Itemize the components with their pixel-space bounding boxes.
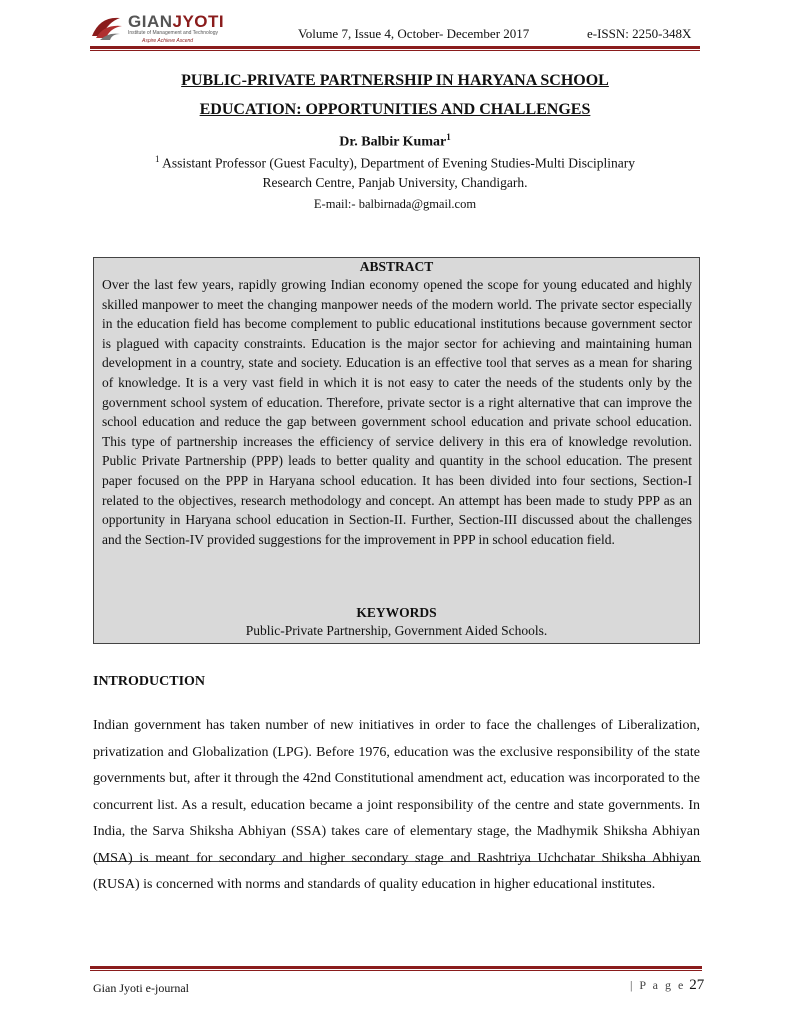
affiliation-superscript: 1 [155, 154, 160, 164]
header-rule-thin [90, 50, 700, 51]
introduction-heading: INTRODUCTION [93, 674, 206, 689]
page-header [90, 10, 700, 44]
keywords-heading: KEYWORDS [356, 605, 437, 620]
journal-logo [90, 10, 250, 44]
issn-number: e-ISSN: 2250-348X [587, 26, 692, 41]
paper-title-line-1: PUBLIC-PRIVATE PARTNERSHIP IN HARYANA SCHOOL [181, 72, 609, 89]
page-number: 27 [689, 977, 705, 993]
footer-journal-name: Gian Jyoti e-journal [93, 981, 189, 995]
header-rule [90, 46, 700, 49]
abstract-box [93, 257, 700, 644]
footer-rule [90, 966, 702, 969]
footer-page [630, 977, 704, 994]
author-email: E-mail:- balbirnada@gmail.com [313, 197, 477, 211]
logo-name-right: JYOTI [172, 12, 225, 31]
logo-emblem-icon [90, 12, 124, 42]
author-name [90, 132, 700, 151]
logo-tagline: Aspire Achieve Ascend [142, 38, 194, 44]
logo-name-left: GIAN [128, 12, 173, 31]
logo-subtitle: Institute of Management and Technology [128, 30, 218, 36]
introduction-text: Indian government has taken number of new initiatives in order to face the challenges of Liberalization, privatization and Globalization (LPG). Before 1976, education was the exclusive responsibility of the state governments but, after it through the 42nd Constitutional amendment act, education was incorporated to the concurrent list. As a result, education became a joint responsibility of the centre and state governments. In India, the Sarva Shiksha Abhiyan (SSA) takes care of elementary stage, the Madhymik Shiksha Abhiyan (MSA) is meant for secondary and higher secondary stage and Rashtriya Uchchatar Shiksha Abhiyan (RUSA) is concerned with norms and standards of quality education in higher educational institutes. [93, 718, 700, 892]
volume-issue: Volume 7, Issue 4, October- December 2017 [298, 26, 530, 41]
abstract-heading: ABSTRACT [359, 259, 434, 274]
affiliation-line-2: Research Centre, Panjab University, Chandigarh. [262, 175, 528, 190]
affiliation-text-1: Assistant Professor (Guest Faculty), Department of Evening Studies-Multi Disciplinary [159, 155, 635, 171]
abstract-text: Over the last few years, rapidly growing Indian economy opened the scope for young educated and highly skilled manpower to meet the changing manpower needs of the modern world. The private sector especially in the education field has become complement to public educational institutions because government sector is plagued with capacity constraints. Education is the major sector for achieving and maintaining human development in a country, state and society. Education is an effective tool that serves as a mean for sharing of knowledge. It is a very vast field in which it is not easy to cater the needs of the students only by the government school system of education. Therefore, private sector is a right alternative that can improve the school education and reduce the gap between government school education and private school education. This type of partnership increases the efficiency of service delivery in this era of knowledge revolution. Public Private Partnership (PPP) leads to better quality and quantity in the school education. The present paper focused on the PPP in Haryana school education. It has been divided into four sections, Section-I related to the objectives, research methodology and concept. An attempt has been made to study PPP as an opportunity in Haryana school education in Section-II. Further, Section-III discussed about the challenges and the Section-IV provided suggestions for the improvement in PPP in school education field. [102, 277, 692, 547]
footer-rule-thin [90, 970, 702, 971]
logo-wordmark [128, 12, 224, 32]
author-text: Dr. Balbir Kumar [339, 134, 447, 150]
paper-title-line-2: EDUCATION: OPPORTUNITIES AND CHALLENGES [199, 101, 591, 118]
author-superscript: 1 [446, 132, 451, 142]
page-label: | P a g e [630, 978, 686, 992]
affiliation-line-1 [90, 154, 700, 172]
keywords-text: Public-Private Partnership, Government Aided Schools. [245, 623, 548, 638]
